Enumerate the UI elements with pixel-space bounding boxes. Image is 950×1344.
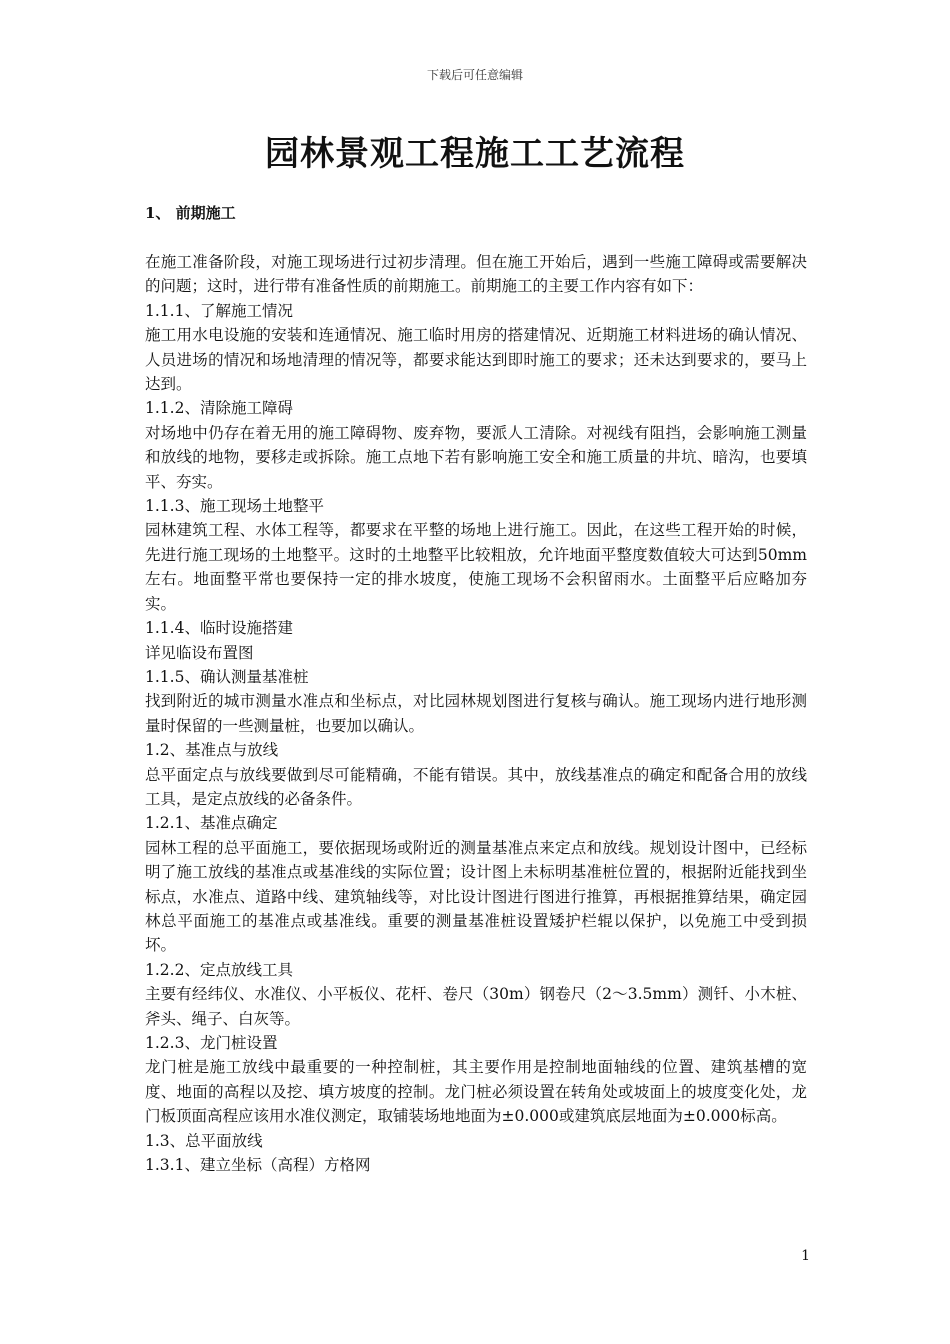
subheading: 1.1.5、确认测量基准桩: [145, 667, 309, 686]
section-heading: 1、 前期施工: [145, 204, 236, 222]
paragraph: 主要有经纬仪、水准仪、小平板仪、花杆、卷尺（30m）钢卷尺（2～3.5mm）测钎、小木桩、斧头、绳子、白灰等。: [145, 985, 807, 1028]
subheading: 1.2.3、龙门桩设置: [145, 1034, 278, 1052]
subheading: 1.2.2、定点放线工具: [145, 960, 293, 979]
page-number: 1: [801, 1248, 810, 1264]
document-title: 园林景观工程施工工艺流程: [265, 134, 685, 174]
subheading: 1.2.1、基准点确定: [145, 814, 278, 833]
subheading: 1.1.1、了解施工情况: [145, 301, 293, 320]
document-body: [145, 250, 807, 1177]
paragraph: 找到附近的城市测量水准点和坐标点，对比园林规划图进行复核与确认。施工现场内进行地形测量时保留的一些测量桩，也要加以确认。: [145, 692, 807, 735]
subheading: 1.2、基准点与放线: [145, 741, 279, 760]
subheading: 1.1.4、临时设施搭建: [145, 619, 293, 638]
subheading: 1.1.3、施工现场土地整平: [145, 497, 324, 516]
paragraph: 详见临设布置图: [145, 643, 254, 662]
paragraph: 园林建筑工程、水体工程等，都要求在平整的场地上进行施工。因此，在这些工程开始的时候，先进行施工现场的土地整平。这时的土地整平比较粗放，允许地面平整度数值较大可达到50mm左右。地面整平常也要保持一定的排水坡度，使施工现场不会积留雨水。土面整平后应略加夯实。: [145, 521, 807, 613]
subheading: 1.1.2、清除施工障碍: [145, 399, 293, 418]
paragraph: 对场地中仍存在着无用的施工障碍物、废弃物，要派人工清除。对视线有阻挡，会影响施工测量和放线的地物，要移走或拆除。施工点地下若有影响施工安全和施工质量的井坑、暗沟，也要填平、夯实。: [145, 423, 807, 491]
paragraph: 总平面定点与放线要做到尽可能精确，不能有错误。其中，放线基准点的确定和配备合用的放线工具，是定点放线的必备条件。: [145, 765, 807, 808]
page-header-note: 下载后可任意编辑: [426, 68, 523, 82]
paragraph: 在施工准备阶段，对施工现场进行过初步清理。但在施工开始后，遇到一些施工障碍或需要解决的问题；这时，进行带有准备性质的前期施工。前期施工的主要工作内容有如下：: [145, 253, 807, 296]
paragraph: 园林工程的总平面施工，要依据现场或附近的测量基准点来定点和放线。规划设计图中，已经标明了施工放线的基准点或基准线的实际位置；设计图上未标明基准桩位置的，根据附近能找到坐标点，水准点、道路中线、建筑轴线等，对比设计图进行图进行推算，再根据推算结果，确定园林总平面施工的基准点或基准线。重要的测量基准桩设置矮护栏辊以保护，以免施工中受到损坏。: [145, 838, 807, 955]
paragraph: 龙门桩是施工放线中最重要的一种控制桩，其主要作用是控制地面轴线的位置、建筑基槽的宽度、地面的高程以及挖、填方坡度的控制。龙门桩必须设置在转角处或坡面上的坡度变化处，龙门板顶面高程应该用水准仪测定，取铺装场地地面为±0.000或建筑底层地面为±0.000标高。: [145, 1058, 807, 1126]
subheading: 1.3、总平面放线: [145, 1131, 263, 1150]
paragraph: 施工用水电设施的安装和连通情况、施工临时用房的搭建情况、近期施工材料进场的确认情况、人员进场的情况和场地清理的情况等，都要求能达到即时施工的要求；还未达到要求的，要马上达到。: [145, 326, 807, 394]
subheading: 1.3.1、建立坐标（高程）方格网: [145, 1156, 371, 1175]
